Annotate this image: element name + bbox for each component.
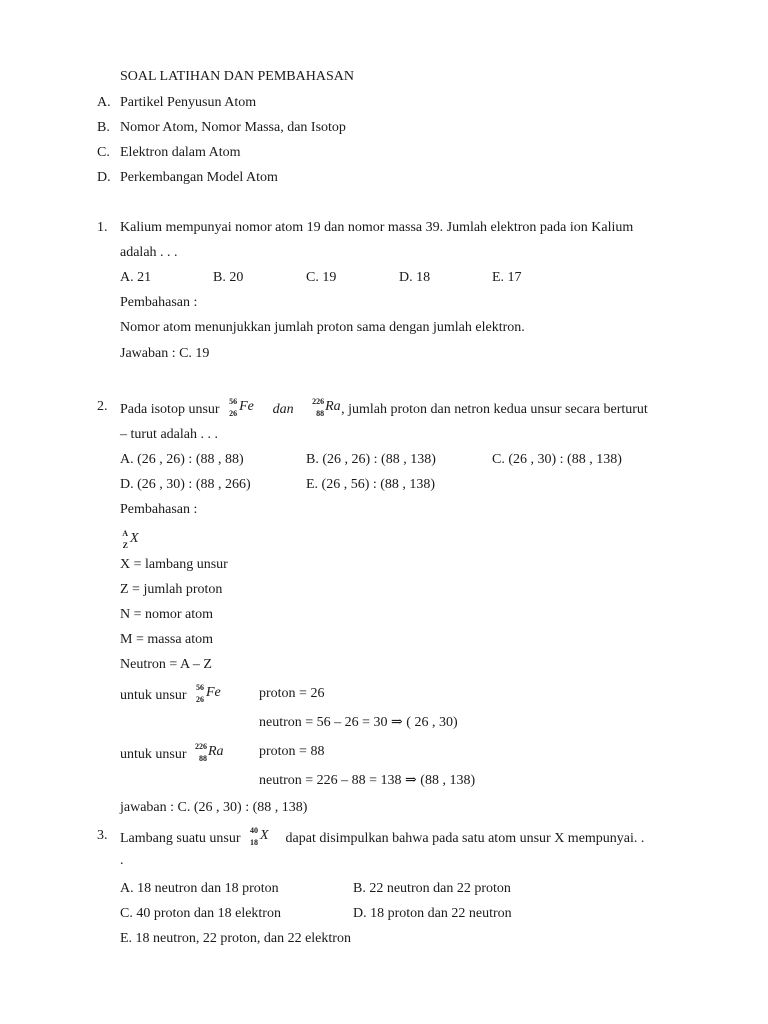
definition-line: Neutron = A – Z — [120, 657, 212, 672]
untuk-label: untuk unsur — [120, 688, 187, 703]
element-symbol: X — [130, 531, 139, 546]
answer-option: D. (26 , 30) : (88 , 266) — [120, 477, 251, 492]
calc-line: neutron = 56 – 26 = 30 ⇒ ( 26 , 30) — [259, 715, 458, 730]
explanation-text: Nomor atom menunjukkan jumlah proton sama dengan jumlah elektron. — [120, 320, 525, 335]
question-text-part: , jumlah proton dan netron kedua unsur secara berturut — [341, 402, 648, 417]
question-number: 1. — [97, 220, 108, 235]
mass-number: 56 — [196, 683, 204, 692]
atomic-number: 26 — [229, 409, 238, 418]
answer-option: E. 17 — [492, 270, 522, 285]
mass-number: A — [122, 529, 128, 538]
definition-line: N = nomor atom — [120, 607, 214, 622]
question-text — [120, 827, 644, 848]
topic-marker: D. — [97, 170, 111, 185]
untuk-unsur-fe — [120, 684, 234, 705]
answer-key: Jawaban : C. 19 — [120, 346, 210, 361]
mass-number: 226 — [195, 742, 207, 751]
question-number: 2. — [97, 399, 108, 414]
atomic-number: Z — [122, 541, 128, 550]
answer-option: A. 18 neutron dan 18 proton — [120, 881, 279, 896]
question-text: adalah . . . — [120, 245, 178, 260]
connector-word: dan — [272, 402, 294, 417]
answer-option: B. 20 — [213, 270, 244, 285]
answer-option: D. 18 proton dan 22 neutron — [353, 906, 512, 921]
answer-option: D. 18 — [399, 270, 431, 285]
answer-option: A. 21 — [120, 270, 152, 285]
nuclide-ra — [307, 398, 341, 416]
answer-option: E. (26 , 56) : (88 , 138) — [306, 477, 436, 492]
element-symbol: Fe — [239, 399, 254, 414]
question-text: Kalium mempunyai nomor atom 19 dan nomor massa 39. Jumlah elektron pada ion Kalium — [120, 220, 634, 235]
element-symbol: X — [260, 828, 269, 843]
untuk-unsur-ra — [120, 743, 240, 764]
definition-line: Z = jumlah proton — [120, 582, 223, 597]
atomic-number: 88 — [199, 754, 207, 763]
answer-option: C. 40 proton dan 18 elektron — [120, 906, 281, 921]
question-text: . — [120, 853, 124, 868]
pembahasan-label: Pembahasan : — [120, 295, 198, 310]
mass-number: 226 — [312, 397, 325, 406]
question-text-part: Lambang suatu unsur — [120, 831, 241, 846]
answer-option: E. 18 neutron, 22 proton, dan 22 elektron — [120, 931, 351, 946]
nuclide-notation — [120, 530, 150, 551]
question-text: – turut adalah . . . — [120, 427, 218, 442]
atomic-number: 18 — [250, 838, 259, 847]
answer-option: C. 19 — [306, 270, 337, 285]
calc-line: neutron = 226 – 88 = 138 ⇒ (88 , 138) — [259, 773, 476, 788]
question-text-part: dapat disimpulkan bahwa pada satu atom unsur X mempunyai. . — [285, 831, 645, 846]
topic-item: Elektron dalam Atom — [120, 145, 241, 160]
mass-number: 40 — [250, 826, 259, 835]
question-text-part: Pada isotop unsur — [120, 402, 220, 417]
question-text — [120, 398, 648, 419]
page-title: SOAL LATIHAN DAN PEMBAHASAN — [120, 69, 354, 84]
nuclide-fe — [190, 684, 234, 702]
untuk-label: untuk unsur — [120, 747, 187, 762]
element-symbol: Ra — [208, 744, 224, 759]
topic-marker: B. — [97, 120, 110, 135]
element-symbol: Ra — [325, 399, 341, 414]
answer-key: jawaban : C. (26 , 30) : (88 , 138) — [120, 800, 308, 815]
topic-item: Nomor Atom, Nomor Massa, dan Isotop — [120, 120, 346, 135]
nuclide-ra — [190, 743, 240, 761]
answer-option: A. (26 , 26) : (88 , 88) — [120, 452, 244, 467]
calc-line: proton = 26 — [259, 686, 325, 701]
topic-marker: A. — [97, 95, 111, 110]
question-number: 3. — [97, 828, 108, 843]
topic-marker: C. — [97, 145, 110, 160]
definition-line: M = massa atom — [120, 632, 214, 647]
pembahasan-label: Pembahasan : — [120, 502, 198, 517]
answer-option: B. (26 , 26) : (88 , 138) — [306, 452, 436, 467]
answer-option: B. 22 neutron dan 22 proton — [353, 881, 511, 896]
nuclide-fe — [223, 398, 267, 416]
mass-number: 56 — [229, 397, 238, 406]
answer-option: C. (26 , 30) : (88 , 138) — [492, 452, 622, 467]
nuclide-x — [244, 827, 282, 845]
calc-line: proton = 88 — [259, 744, 325, 759]
definition-line: X = lambang unsur — [120, 557, 228, 572]
element-symbol: Fe — [206, 685, 221, 700]
atomic-number: 88 — [316, 409, 325, 418]
topic-item: Perkembangan Model Atom — [120, 170, 278, 185]
nuclide-generic — [120, 530, 150, 548]
atomic-number: 26 — [196, 695, 204, 704]
topic-item: Partikel Penyusun Atom — [120, 95, 257, 110]
